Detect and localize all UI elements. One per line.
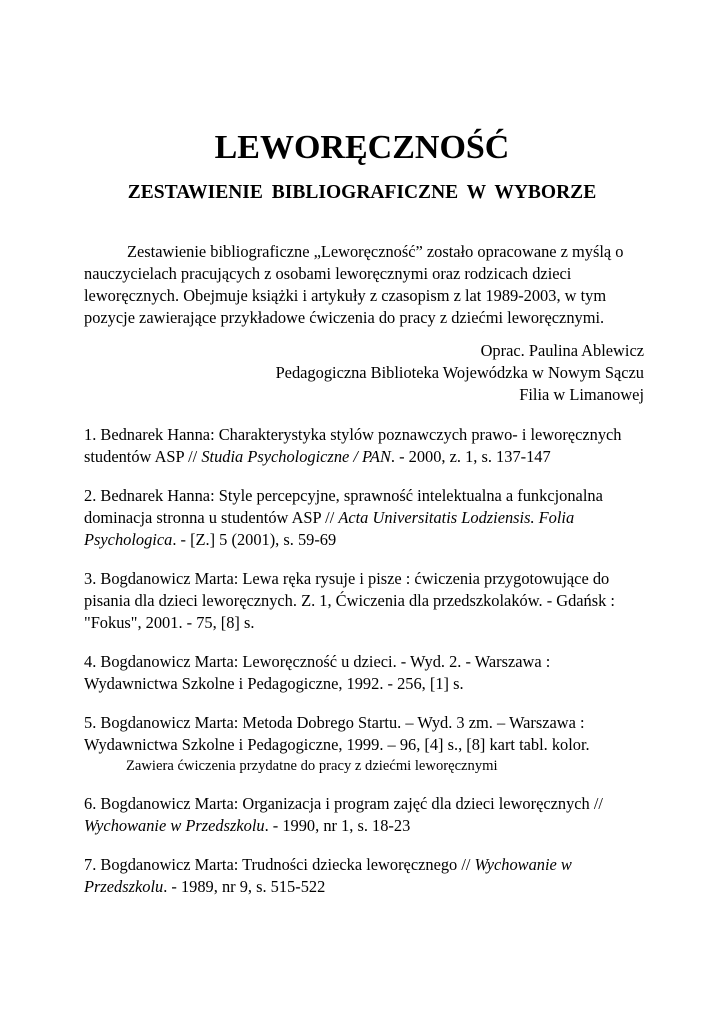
page-title: LEWORĘCZNOŚĆ: [214, 129, 510, 166]
entry-details: . - 1989, nr 9, s. 515-522: [163, 877, 326, 896]
entry-text: [84, 485, 644, 551]
entry-details: . - 1990, nr 1, s. 18-23: [264, 816, 411, 835]
bibliography-entry-7: [84, 854, 644, 898]
bibliography-entry-6: [84, 793, 644, 837]
bibliography-entry-5: [84, 712, 644, 776]
bibliography-list: [84, 424, 644, 898]
signature-institution: Pedagogiczna Biblioteka Wojewódzka w Nowym Sączu: [275, 363, 644, 382]
entry-journal: Wychowanie w Przedszkolu: [84, 816, 265, 835]
entry-text: 3. Bogdanowicz Marta: Lewa ręka rysuje i pisze : ćwiczenia przygotowujące do pisania dla dzieci leworęcznych. Z. 1, Ćwiczenia dla przedszkolaków. - Gdańsk : "Fokus", 2001. - 75, [8] s.: [84, 569, 615, 632]
signature-branch: Filia w Limanowej: [519, 385, 644, 404]
entry-main: 1. Bednarek Hanna: Charakterystyka stylów poznawczych prawo- i leworęcznych studentów ASP //: [84, 425, 622, 466]
entry-text: 4. Bogdanowicz Marta: Leworęczność u dzieci. - Wyd. 2. - Warszawa : Wydawnictwa Szkolne i Pedagogiczne, 1992. - 256, [1] s.: [84, 652, 551, 693]
document-body: [84, 241, 644, 915]
entry-journal: Studia Psychologiczne / PAN: [201, 447, 391, 466]
entry-journal: Wychowanie w Przedszkolu: [84, 855, 572, 896]
signature-author: Oprac. Paulina Ablewicz: [480, 341, 644, 360]
bibliography-entry-3: [84, 568, 644, 634]
intro-paragraph: Zestawienie bibliograficzne „Leworęczność” zostało opracowane z myślą o nauczycielach pracujących z osobami leworęcznymi oraz rodzicach dzieci leworęcznych. Obejmuje książki i artykuły z czasopism z lat 1989-2003, w tym pozycje zawierające przykładowe ćwiczenia do pracy z dziećmi leworęcznymi.: [84, 242, 624, 327]
entry-text: [84, 793, 644, 837]
bibliography-entry-4: [84, 651, 644, 695]
entry-text: [84, 424, 644, 468]
entry-note: Zawiera ćwiczenia przydatne do pracy z dziećmi leworęcznymi: [126, 758, 498, 774]
signature-block: [84, 340, 644, 406]
entry-text: 5. Bogdanowicz Marta: Metoda Dobrego Startu. – Wyd. 3 zm. – Warszawa : Wydawnictwa Szkolne i Pedagogiczne, 1999. – 96, [4] s., [8] kart tabl. kolor.: [84, 713, 590, 754]
entry-main: 2. Bednarek Hanna: Style percepcyjne, sprawność intelektualna a funkcjonalna dominacja stronna u studentów ASP //: [84, 486, 603, 527]
bibliography-entry-1: [84, 424, 644, 468]
entry-details: . - [Z.] 5 (2001), s. 59-69: [172, 530, 337, 549]
entry-details: . - 2000, z. 1, s. 137-147: [390, 447, 551, 466]
page-subtitle: ZESTAWIENIE BIBLIOGRAFICZNE W WYBORZE: [127, 182, 597, 203]
entry-main: 7. Bogdanowicz Marta: Trudności dziecka leworęcznego //: [84, 855, 475, 874]
entry-text: [84, 854, 644, 898]
entry-main: 6. Bogdanowicz Marta: Organizacja i program zajęć dla dzieci leworęcznych //: [84, 794, 603, 813]
entry-journal: Acta Universitatis Lodziensis. Folia Psychologica: [84, 508, 575, 549]
bibliography-entry-2: [84, 485, 644, 551]
